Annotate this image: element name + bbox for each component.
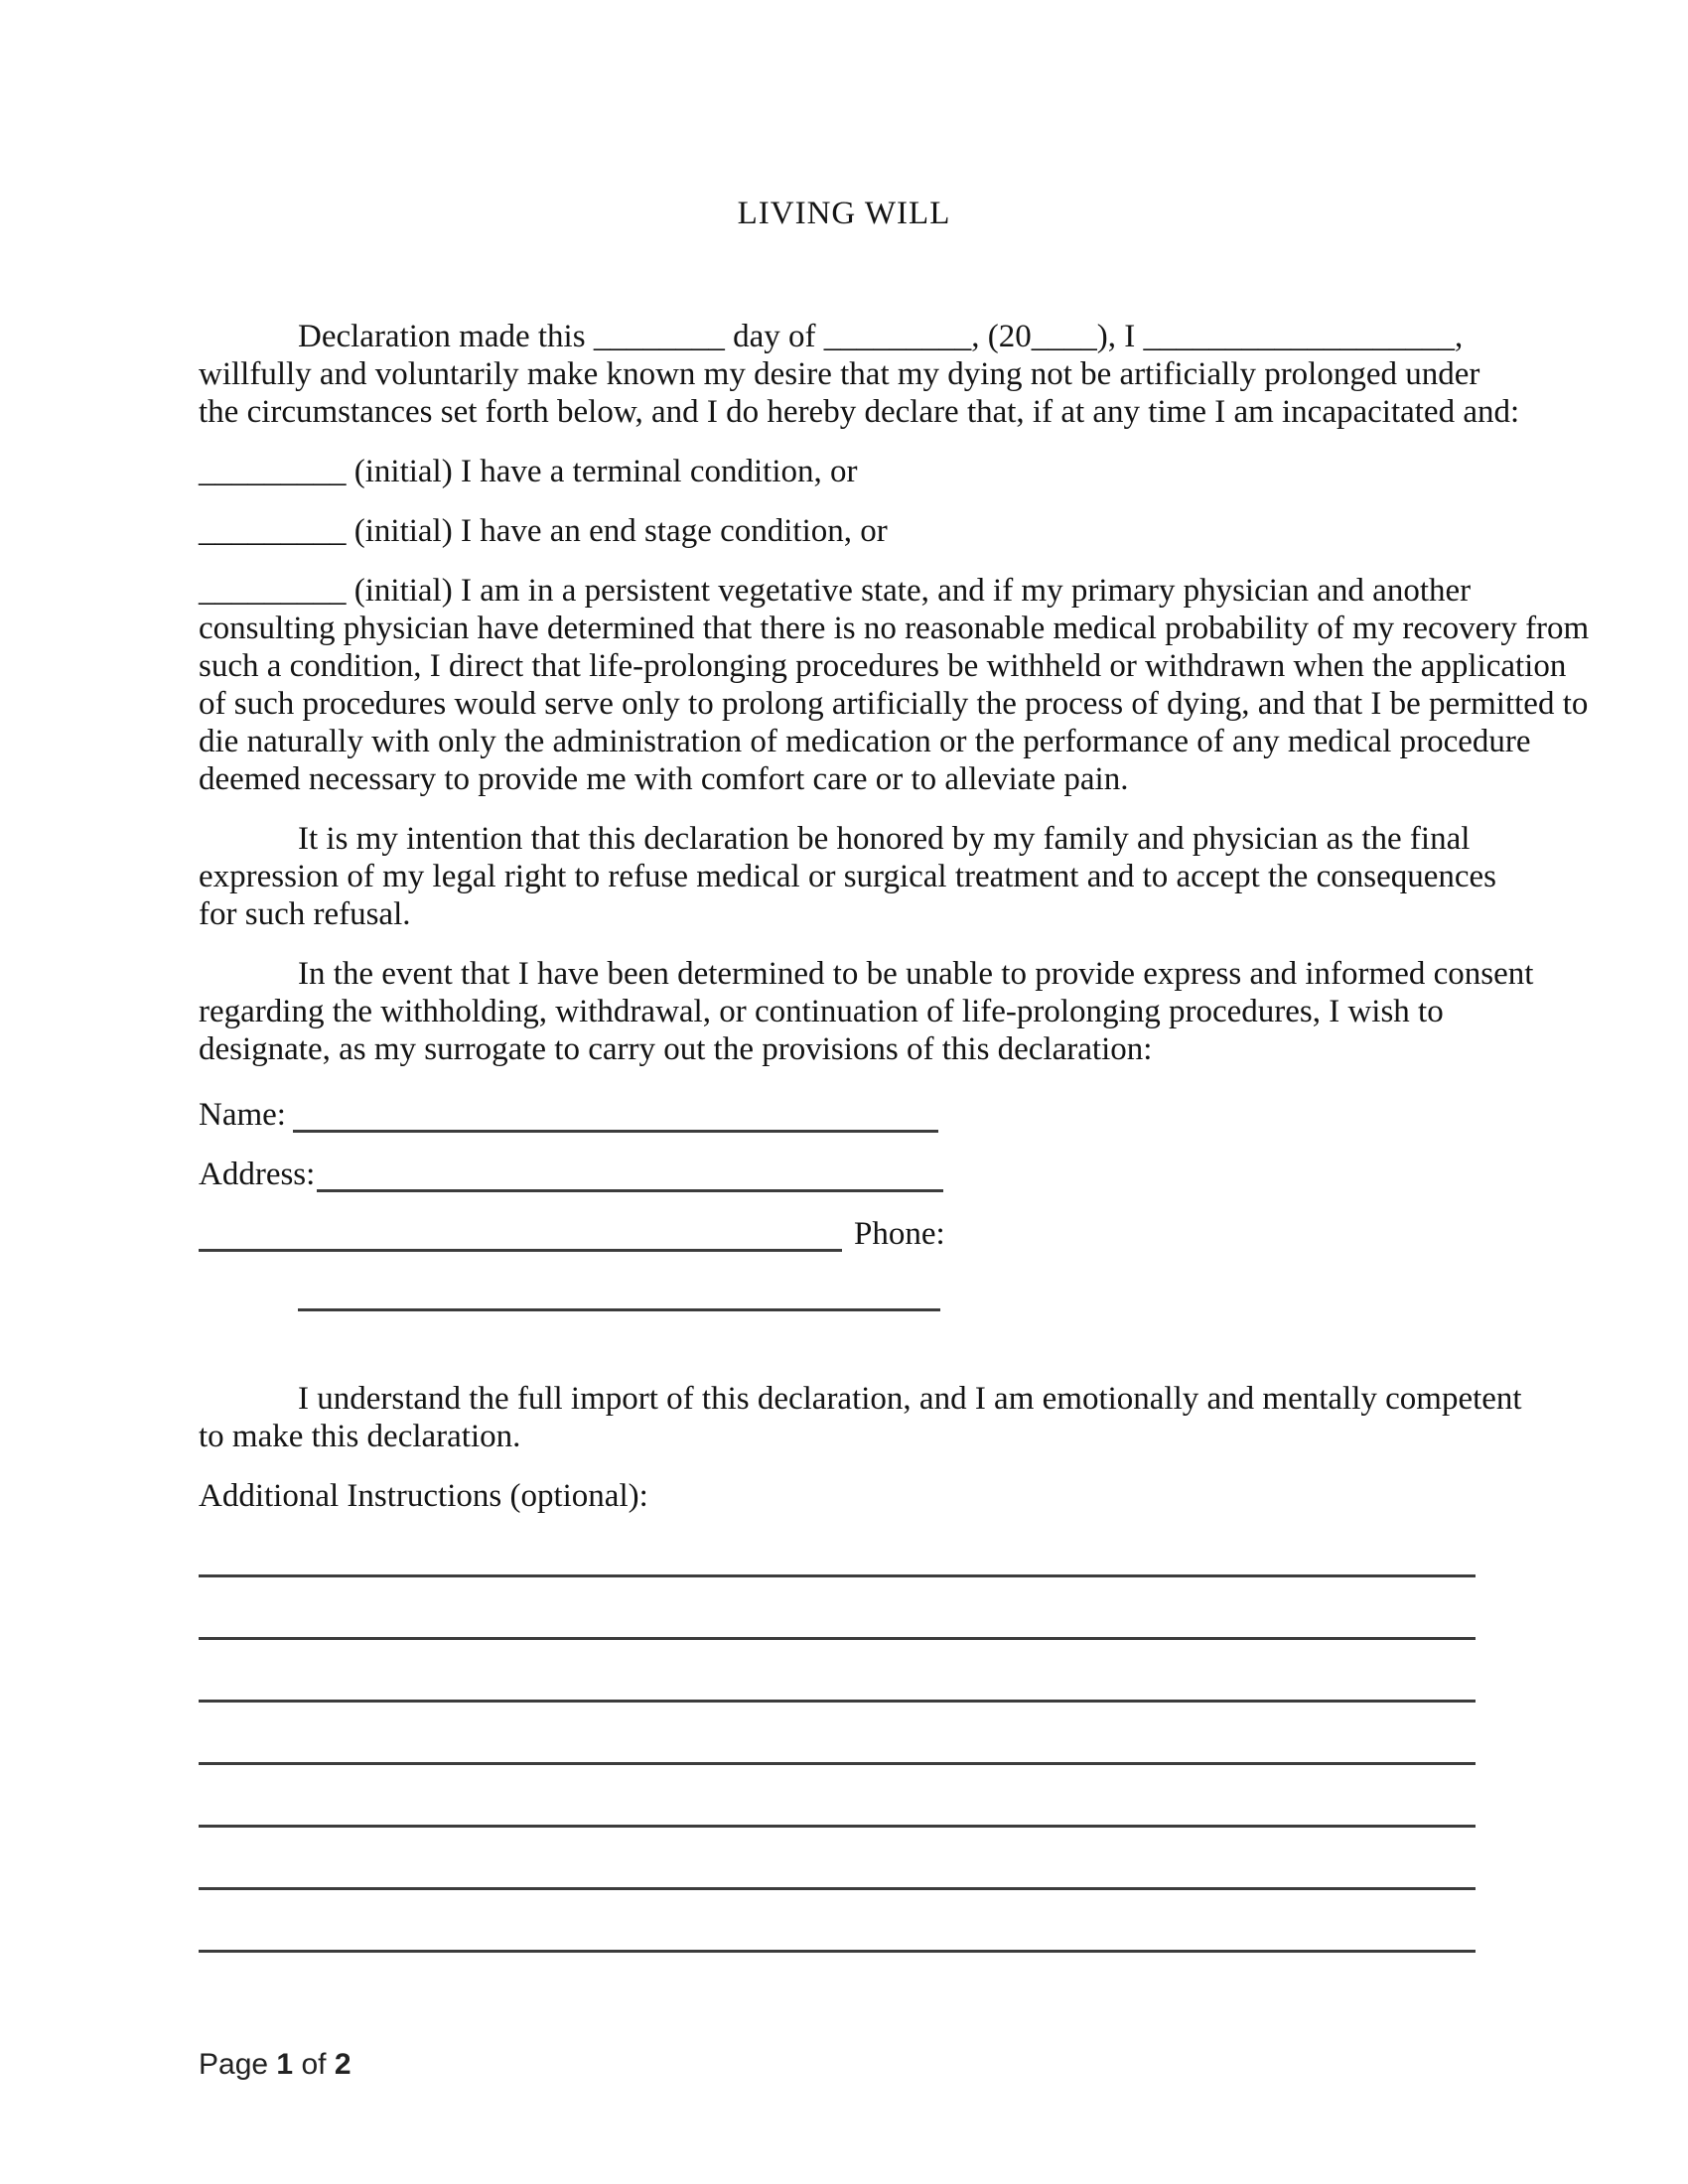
declaration-text-2: day of [724,319,824,354]
intention-line-3: for such refusal. [199,896,411,932]
year-blank[interactable]: ____ [1031,319,1097,354]
footer-total-pages: 2 [334,2048,352,2081]
intention-line-2: expression of my legal right to refuse medical or surgical treatment and to accept the consequences [199,859,1496,894]
competence-paragraph [199,1380,1522,1455]
declaration-text-4: ), I [1096,319,1144,354]
competence-line-2: to make this declaration. [199,1419,521,1454]
surrogate-line-2: regarding the withholding, withdrawal, or continuation of life-prolonging procedures, I wish to [199,994,1444,1029]
additional-instructions-blank-line-1[interactable] [199,1537,1476,1577]
end-stage-initial-blank[interactable]: _________ [199,513,347,549]
footer-page-number: 1 [276,2048,294,2081]
additional-instructions-blank-line-2[interactable] [199,1599,1476,1640]
declaration-line-3: the circumstances set forth below, and I do hereby declare that, if at any time I am incapacitated and: [199,394,1520,430]
address-field-line-2[interactable] [199,1239,842,1252]
terminal-initial-blank[interactable]: _________ [199,454,347,489]
vegetative-line-5: die naturally with only the administration of medication or the performance of any medical procedure [199,724,1531,759]
vegetative-text-1: (initial) I am in a persistent vegetative state, and if my primary physician and another [346,573,1472,609]
address-label: Address: [199,1157,316,1192]
vegetative-line-3: such a condition, I direct that life-prolonging procedures be withheld or withdrawn when the application [199,648,1567,684]
additional-instructions-blank-line-5[interactable] [199,1787,1476,1828]
additional-instructions-blank-line-6[interactable] [199,1849,1476,1890]
additional-instructions-blank-line-4[interactable] [199,1724,1476,1765]
competence-line-1: I understand the full import of this declaration, and I am emotionally and mentally competent [298,1381,1522,1417]
declaration-text-5: , [1454,319,1464,354]
document-title: LIVING WILL [737,196,951,231]
declaration-paragraph [199,318,1520,431]
additional-instructions-blank-line-7[interactable] [199,1912,1476,1953]
end-stage-condition-text: (initial) I have an end stage condition, or [346,513,888,549]
month-blank[interactable]: _________ [823,319,972,354]
vegetative-line-1 [199,572,1489,610]
vegetative-line-4: of such procedures would serve only to prolong artificially the process of dying, and that I be permitted to [199,686,1589,722]
declaration-text-3: , (20 [971,319,1032,354]
end-stage-condition-line [199,512,1489,550]
additional-instructions-blank-line-3[interactable] [199,1662,1476,1703]
surrogate-line-3: designate, as my surrogate to carry out the provisions of this declaration: [199,1031,1153,1067]
footer-page-label: Page [199,2048,269,2081]
declaration-line-1 [199,318,1489,355]
address-phone-row [199,1215,1489,1253]
vegetative-line-2: consulting physician have determined that there is no reasonable medical probability of my recovery from [199,611,1590,646]
intention-paragraph [199,820,1496,933]
vegetative-state-paragraph [199,572,1590,798]
vegetative-initial-blank[interactable]: _________ [199,573,347,609]
additional-instructions-label: Additional Instructions (optional): [199,1478,648,1514]
surrogate-paragraph [199,955,1534,1068]
declaration-text-1: Declaration made this [298,319,594,354]
address-field-line[interactable] [317,1179,943,1192]
page-footer [199,2047,352,2083]
terminal-condition-text: (initial) I have a terminal condition, or [346,454,858,489]
day-blank[interactable]: ________ [593,319,725,354]
name-row [199,1096,1489,1134]
surrogate-line-1: In the event that I have been determined to be unable to provide express and informed consent [298,956,1534,992]
declarant-name-blank[interactable]: ___________________ [1143,319,1455,354]
address-row [199,1156,1489,1193]
name-field-line[interactable] [293,1120,938,1133]
phone-field-line[interactable] [298,1298,940,1311]
phone-row [199,1275,1489,1312]
terminal-condition-line [199,453,1489,490]
declaration-line-2: willfully and voluntarily make known my desire that my dying not be artificially prolonged under [199,356,1480,392]
intention-line-1: It is my intention that this declaration be honored by my family and physician as the final [298,821,1471,857]
phone-label: Phone: [854,1216,945,1252]
name-label: Name: [199,1097,286,1133]
footer-of-label: of [301,2048,327,2081]
additional-instructions-area [199,1537,1489,1953]
vegetative-line-6: deemed necessary to provide me with comfort care or to alleviate pain. [199,761,1129,797]
